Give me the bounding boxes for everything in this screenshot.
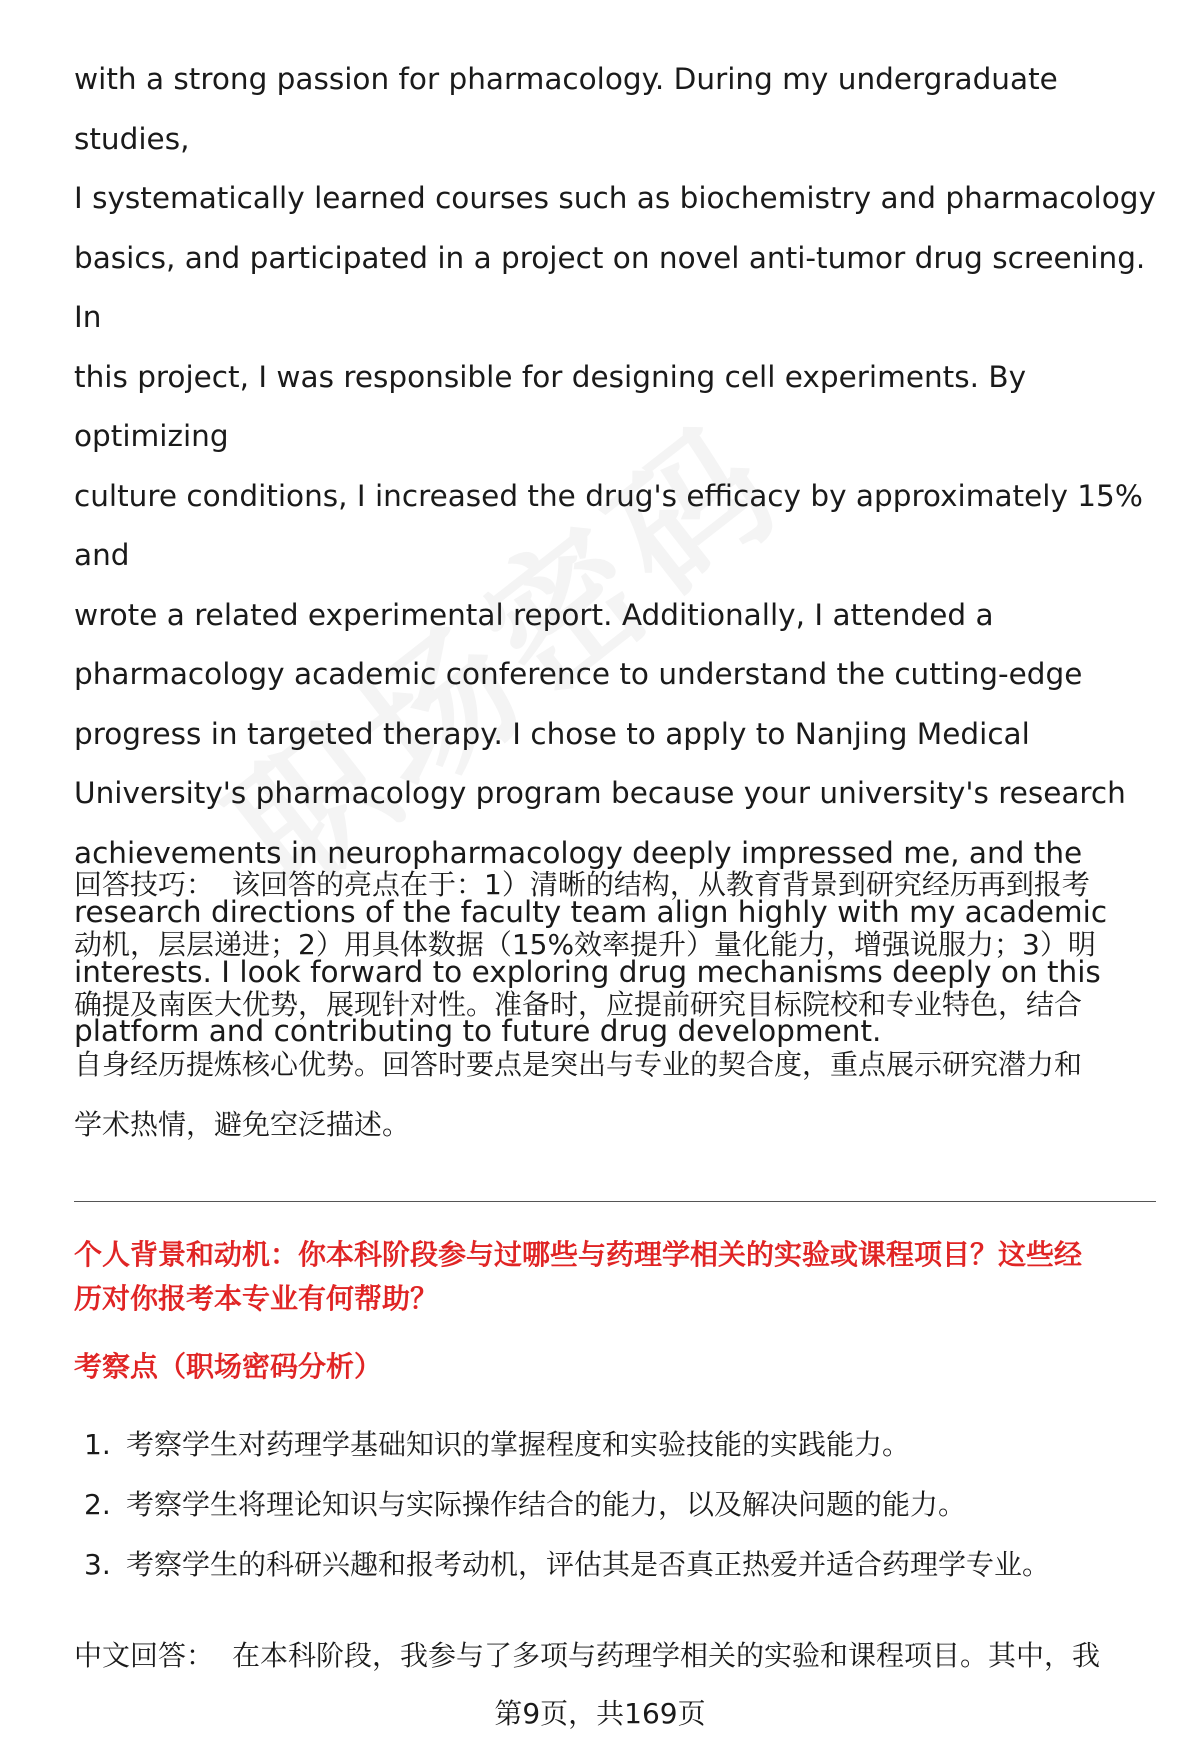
list-item-text: 考察学生对药理学基础知识的掌握程度和实验技能的实践能力。 — [126, 1428, 911, 1461]
assessment-points-title: 考察点（职场密码分析） — [74, 1350, 383, 1383]
tips-line: 学术热情，避免空泛描述。 — [74, 1108, 411, 1141]
chinese-answer — [74, 1626, 1164, 1686]
tips-line: 动机，层层递进；2）用具体数据（15%效率提升）量化能力，增强说服力；3）明 — [74, 928, 1096, 961]
tips-label: 回答技巧： — [74, 868, 215, 901]
answer-line: progress in targeted therapy. I chose to apply to Nanjing Medical — [74, 716, 1030, 751]
tips-line: 确提及南医大优势，展现针对性。准备时，应提前研究目标院校和专业特色，结合 — [74, 988, 1083, 1021]
list-item-number: 2. — [84, 1488, 111, 1521]
chinese-answer-text: 在本科阶段，我参与了多项与药理学相关的实验和课程项目。其中，我 — [232, 1639, 1101, 1672]
list-item-number: 3. — [84, 1548, 111, 1581]
question-line: 个人背景和动机：你本科阶段参与过哪些与药理学相关的实验或课程项目？这些经 — [74, 1238, 1083, 1271]
section-divider — [74, 1201, 1156, 1202]
answer-line: wrote a related experimental report. Additionally, I attended a — [74, 597, 994, 632]
list-item — [84, 1415, 1154, 1475]
answer-line: I systematically learned courses such as biochemistry and pharmacology — [74, 181, 1156, 215]
question-line: 历对你报考本专业有何帮助？ — [74, 1282, 439, 1315]
answer-line: platform and contributing to future drug development. — [74, 1014, 882, 1048]
question-heading — [74, 1233, 1156, 1321]
list-item — [84, 1535, 1154, 1595]
tips-line: 自身经历提炼核心优势。回答时要点是突出与专业的契合度，重点展示研究潜力和 — [74, 1048, 1083, 1081]
list-item-text: 考察学生的科研兴趣和报考动机，评估其是否真正热爱并适合药理学专业。 — [126, 1548, 1051, 1581]
list-item-text: 考察学生将理论知识与实际操作结合的能力，以及解决问题的能力。 — [126, 1488, 967, 1521]
tips-line: 该回答的亮点在于：1）清晰的结构，从教育背景到研究经历再到报考 — [232, 868, 1090, 901]
chinese-answer-label: 中文回答： — [74, 1639, 215, 1672]
answer-line: University's pharmacology program because your university's research — [74, 776, 1126, 810]
answer-line: basics, and participated in a project on novel anti-tumor drug screening. In — [74, 240, 1146, 334]
assessment-points-list — [84, 1415, 1154, 1595]
list-item — [84, 1475, 1154, 1535]
page-number: 第9页，共169页 — [494, 1697, 706, 1730]
answer-line: pharmacology academic conference to understand the cutting-edge — [74, 657, 1083, 691]
answer-line: with a strong passion for pharmacology. During my undergraduate studies, — [74, 62, 1058, 156]
answer-line: achievements in neuropharmacology deeply impressed me, and the — [74, 835, 1083, 870]
answer-line: research directions of the faculty team align highly with my academic — [74, 895, 1108, 929]
answer-tips — [74, 855, 1154, 1155]
answer-line: culture conditions, I increased the drug's efficacy by approximately 15% and — [74, 478, 1143, 572]
answer-line: this project, I was responsible for designing cell experiments. By optimizing — [74, 359, 1027, 453]
answer-line: interests. I look forward to exploring drug mechanisms deeply on this — [74, 954, 1101, 989]
list-item-number: 1. — [84, 1428, 111, 1461]
